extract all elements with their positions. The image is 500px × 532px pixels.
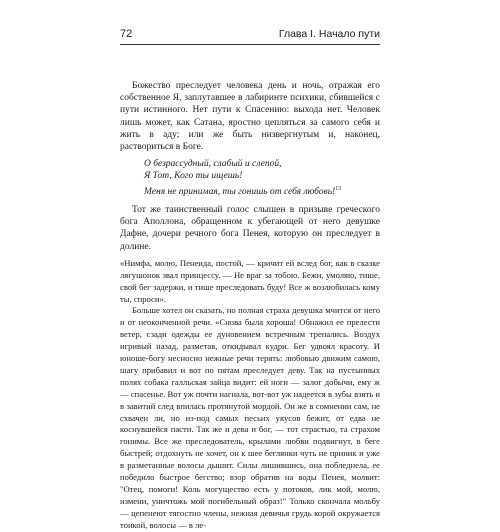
verse-line-3 — [144, 183, 380, 198]
verse-line-1: О безрассудный, слабый и слепой, — [144, 159, 282, 170]
quote-paragraph-2: Больше хотел он сказать, но полная страха девушка мчится от него и от неоконченной речи. «Снова была хороша! Обнажил ее прелести ветер, сзади одежды ее дуновением встречным трепались. Воздух игривый назад, разметав, откидывал кудри. Бег удвоял красоту. И юноше-богу несносно нежные речи терять: любовью движим самою, шагу прибавил и вот по пятам преследует деву. Так на пустынных полях собака галльская зайца видит: ей ноги — залог добычи, ему ж — спасенье. Вот уж почти нагнала, вот-вот уж надеется в зубы взять и в завитий след впилась протянутой мордой. Он же в сомнении сам, не схвачен ли, но из-под самых песьих укусов бежит, от едва не коснувшейся пасти. Так же и дева и бог, — тот страстью, та страхом гонимы. Все же преследователь, крылами любви подвигнут, в беге быстрей; отдохнуть не хочет, он к шее беглянки чуть не приник и уже в разметанные волосы дышит. Силы лишившись, она побледнела, ее победило быстрое бегство; взор обратив на воды Пенея, молвит: "Отец, помоги! Коль могущество есть у потоков, лик мой, молю, измени, уничтожь мой погибельный образ!" Только скончала мольбу — цепенеют тягостно члены, нежная девичья грудь корой окружается тонкой, волосы — в ле- — [120, 305, 380, 530]
verse-line-2: Я Тот, Кого ты ищешь! — [144, 171, 243, 182]
paragraph-1: Божество преследует человека день и ночь, отражая его собственное Я, заплутавшее в лабиринте психики, сбившейся с пути истинного. Нет пути к Спасению: выхода нет. Человек лишь может, как Сатана, яростно цепляться за самого себя и жить в аду; или же быть низвергнутым и, наконец, раствориться в Боге. — [120, 81, 380, 153]
page-number: 72 — [120, 28, 133, 40]
page-body — [120, 80, 380, 532]
verse-line-3-text: Меня не принимая, ты гонишь от себя любовь! — [144, 186, 336, 197]
quote-paragraph-1: «Нимфа, молю, Пенеида, постой, — кричит ей вслед бог, как в сказке лягушонок звал принцессу. — Не враг за тобою. Бежи, умоляю, тише, свой бег задержи, и тише преследовать буду! Все ж возлюбилась кому ты, спроси». — [120, 257, 380, 304]
quotation-block — [120, 258, 380, 532]
header-rule — [120, 44, 380, 45]
footnote-marker: 13 — [335, 185, 342, 192]
paragraph-2: Тот же таинственный голос слышен в призыве греческого бога Аполлона, обращенном к убегающей от него девушке Дафне, дочери речного бога Пенея, которую он преследует в долине. — [120, 204, 380, 252]
running-header — [120, 28, 380, 40]
verse-block — [144, 158, 380, 198]
chapter-title: Глава I. Начало пути — [278, 28, 380, 40]
